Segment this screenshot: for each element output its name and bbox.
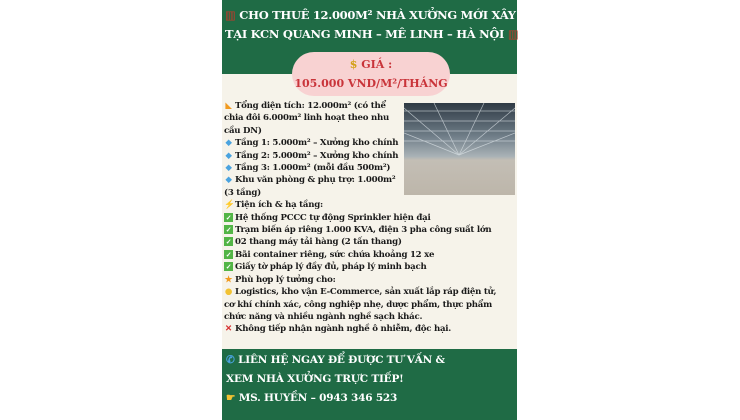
amenity-text: Giấy tờ pháp lý đầy đủ, pháp lý minh bạch [235,262,427,273]
suitable-text: cơ khí chính xác, công nghiệp nhẹ, dược phẩm, thực phẩm [224,299,492,310]
title-line-2: TẠI KCN QUANG MINH – MÊ LINH – HÀ NỘI [225,27,505,41]
poster-title [225,6,519,44]
floor-text: Tầng 3: 1.000m² (mỗi đầu 500m²) [235,163,391,174]
suitable-text: chức năng và nhiều ngành nghề sạch khác. [224,311,423,322]
amenity-text: 02 thang máy tải hàng (2 tấn thang) [235,237,402,248]
suitable-text: Logistics, kho vận E-Commerce, sản xuất lắp ráp điện tử, [235,287,497,298]
price-value: 105.000 VND/M²/THÁNG [294,77,448,90]
amenity-item [224,249,514,261]
amenity-item [224,212,514,224]
check-icon: ✓ [225,212,232,222]
amenity-item [224,224,514,236]
cross-icon: ✕ [225,324,232,335]
listing-poster [222,0,517,420]
star-icon: ★ [224,274,233,285]
area-text: Tổng diện tích: 12.000m² (có thể [235,101,386,111]
exclusion-text: Không tiếp nhận ngành nghề ô nhiễm, độc hại. [235,324,452,335]
diamond-icon: ◆ [225,163,232,174]
check-icon: ✓ [225,249,232,259]
floor-item [224,137,402,149]
price-badge [292,52,450,96]
lightbulb-icon: ● [224,287,233,298]
floor-text: Khu văn phòng & phụ trợ: 1.000m² [235,175,396,186]
contact-footer [222,349,517,420]
phone-icon: ✆ [226,354,235,366]
floor-text: Tầng 1: 5.000m² – Xưởng kho chính [235,138,399,149]
floor-text: Tầng 2: 5.000m² – Xưởng kho chính [235,150,399,161]
check-icon: ✓ [225,262,232,272]
factory-icon: ▥ [507,27,519,41]
lightning-icon: ⚡ [224,200,235,211]
diamond-icon: ◆ [225,175,232,186]
title-line-1: CHO THUÊ 12.000M² NHÀ XƯỞNG MỚI XÂY [239,8,516,22]
area-text: chia đôi 6.000m² linh hoạt theo nhu [224,113,389,124]
factory-icon: ▥ [225,8,236,22]
price-label: GIÁ : [361,58,393,71]
floor-item [224,150,402,162]
amenities-heading: Tiện ích & hạ tầng: [235,200,323,211]
floor-item [224,162,402,174]
contact-phone: MS. HUYỀN – 0943 346 523 [238,392,398,404]
amenity-text: Hệ thống PCCC tự động Sprinkler hiện đại [235,212,431,223]
diamond-icon: ◆ [225,150,232,161]
floor-item [224,174,402,186]
amenity-text: Trạm biến áp riêng 1.000 KVA, điện 3 pha công suất lớn [235,225,492,236]
pointing-hand-icon: ☛ [226,392,236,404]
check-icon: ✓ [225,225,232,235]
diamond-icon: ◆ [225,138,232,149]
listing-details [224,100,514,336]
check-icon: ✓ [225,237,232,247]
suitable-heading: Phù hợp lý tưởng cho: [235,274,336,285]
floor-tail: (3 tầng) [224,187,261,198]
area-text: cầu DN) [224,125,262,136]
cta-line-1: LIÊN HỆ NGAY ĐỂ ĐƯỢC TƯ VẤN & [238,354,445,366]
amenity-text: Bãi container riêng, sức chứa khoảng 12 xe [235,249,435,260]
money-bag-icon: $ [349,58,358,71]
triangle-ruler-icon: ◣ [225,101,232,111]
amenity-item [224,236,514,248]
cta-line-2: XEM NHÀ XƯỞNG TRỰC TIẾP! [226,373,404,385]
amenity-item [224,261,514,273]
